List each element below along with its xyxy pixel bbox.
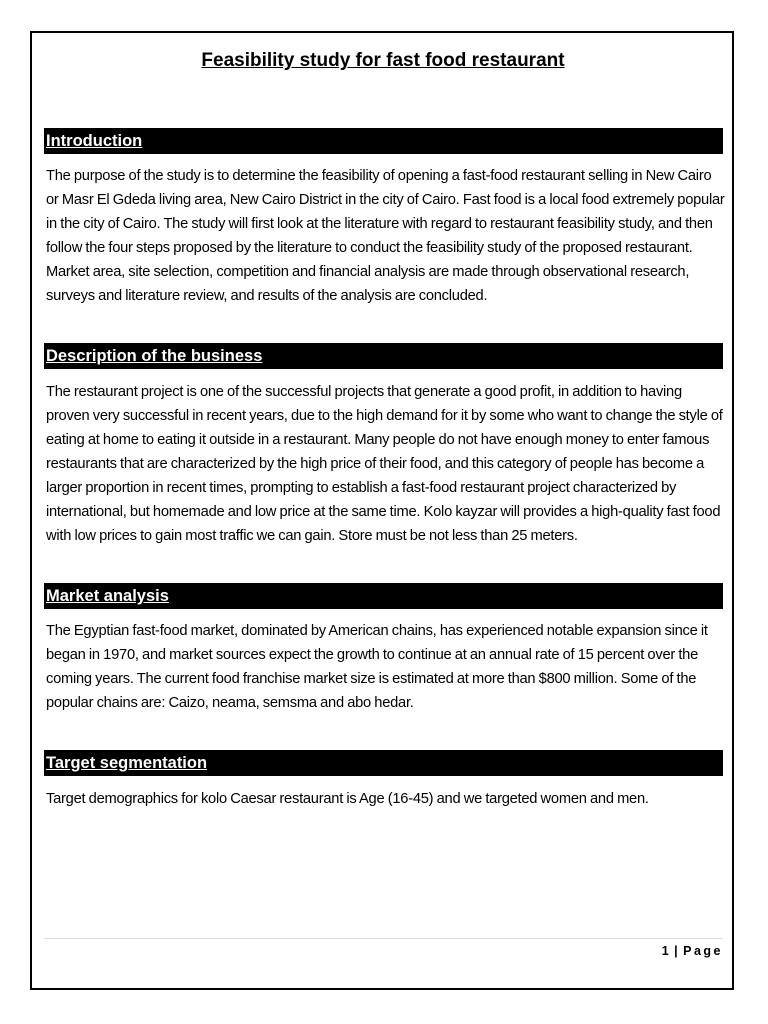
section-heading-description: Description of the business (44, 343, 723, 369)
footer-divider (44, 938, 723, 939)
section-body-market-analysis: The Egyptian fast-food market, dominated by American chains, has experienced notable expansion since it began in 1970, and market sources expect the growth to continue at an annual rate of 15 percent over the coming years. The current food franchise market size is estimated at more than $800 million. Some of the popular chains are: Caizo, neama, semsma and abo hedar. (46, 623, 708, 711)
section-body-description: The restaurant project is one of the successful projects that generate a good profit, in addition to having proven very successful in recent years, due to the high demand for it by some who want to change the style of eating at home to eating it outside in a restaurant. Many people do not have enough money to enter famous restaurants that are characterized by the high price of their food, and this category of people has become a larger proportion in recent times, prompting to establish a fast-food restaurant project characterized by international, but homemade and low price at the same time. Kolo kayzar will provides a high-quality fast food with low prices to gain most traffic we can gain. Store must be not less than 25 meters. (46, 384, 723, 544)
section-body-target-segmentation: Target demographics for kolo Caesar restaurant is Age (16-45) and we targeted women and men. (46, 791, 649, 807)
page-number-value: 1 (661, 944, 669, 958)
page-number-label: Page (683, 944, 723, 958)
section-heading-target-segmentation: Target segmentation (44, 750, 723, 776)
page-number-separator: | (674, 944, 678, 958)
section-body-introduction: The purpose of the study is to determine the feasibility of opening a fast-food restaurant selling in New Cairo or Masr El Gdeda living area, New Cairo District in the city of Cairo. Fast food is a local food extremely popular in the city of Cairo. The study will first look at the literature with regard to restaurant feasibility study, and then follow the four steps proposed by the literature to conduct the feasibility study of the proposed restaurant. Market area, site selection, competition and financial analysis are made through observational research, surveys and literature review, and results of the analysis are concluded. (46, 168, 725, 304)
page-number (662, 944, 723, 958)
document-title: Feasibility study for fast food restaurant (201, 50, 565, 71)
section-heading-market-analysis: Market analysis (44, 583, 723, 609)
section-heading-introduction: Introduction (44, 128, 723, 154)
